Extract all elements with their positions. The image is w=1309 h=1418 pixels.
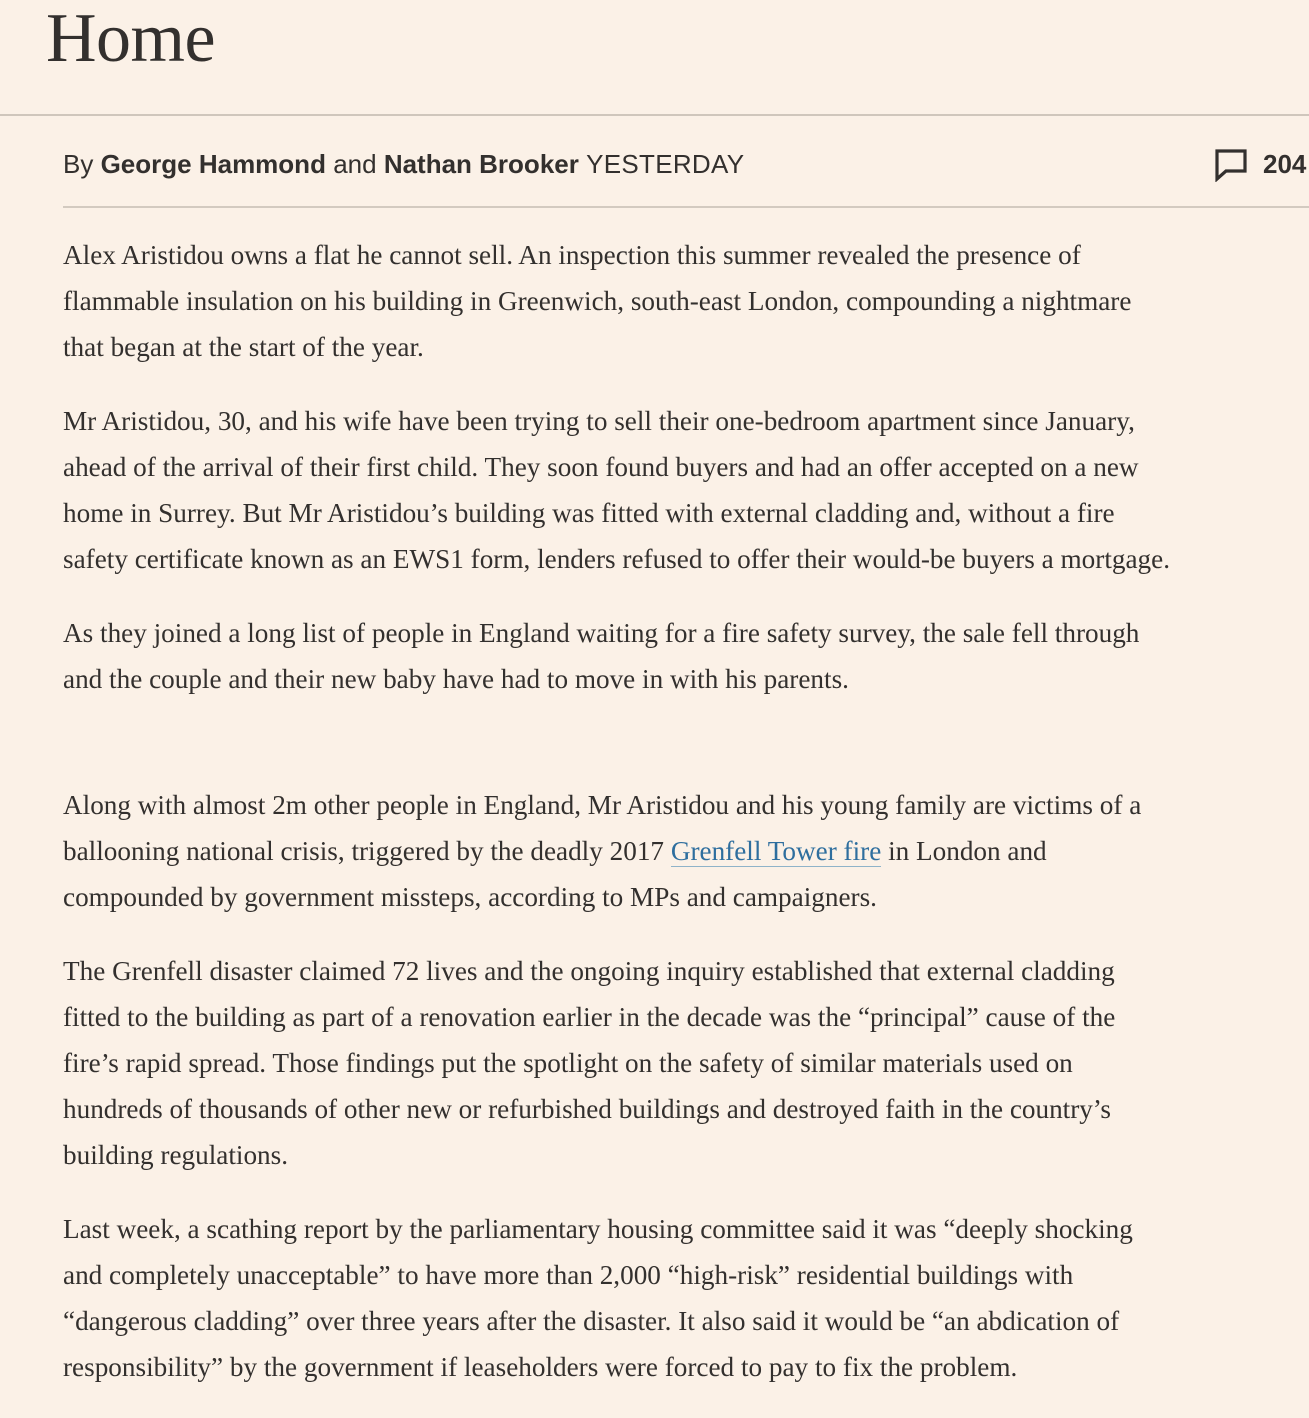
speech-bubble-icon [1213,146,1249,182]
text-line: fire’s rapid spread. Those findings put the spotlight on the safety of similar materials used on [63,1048,1073,1078]
text-line: The Grenfell disaster claimed 72 lives and the ongoing inquiry established that external cladding [63,956,1115,986]
text-line: that began at the start of the year. [63,332,424,362]
text-line: flammable insulation on his building in Greenwich, south-east London, compounding a nightmare [63,286,1132,316]
text-line: Alex Aristidou owns a flat he cannot sell. An inspection this summer revealed the presence of [63,240,1081,270]
author-link-nathan-brooker[interactable]: Nathan Brooker [383,149,579,179]
text-line: hundreds of thousands of other new or refurbished buildings and destroyed faith in the country’s [63,1094,1112,1124]
byline [63,140,1309,188]
comments-count: 204 [1263,149,1307,179]
paragraph-3 [63,610,1309,702]
byline-divider [63,206,1309,208]
publish-time: YESTERDAY [586,149,745,179]
text-segment: ballooning national crisis, triggered by the deadly 2017 [63,836,671,866]
paragraph-6 [63,1206,1309,1390]
text-line: safety certificate known as an EWS1 form, lenders refused to offer their would-be buyers a mortgage. [63,544,1170,574]
text-line: and completely unacceptable” to have more than 2,000 “high-risk” residential buildings with [63,1260,1074,1290]
text-line [63,828,1309,874]
text-line: Mr Aristidou, 30, and his wife have been trying to sell their one-bedroom apartment since January, [63,406,1135,436]
page-header [0,0,1309,116]
text-line: home in Surrey. But Mr Aristidou’s building was fitted with external cladding and, without a fire [63,498,1115,528]
paragraph-2 [63,398,1309,582]
text-line: As they joined a long list of people in England waiting for a fire safety survey, the sale fell through [63,618,1140,648]
text-line: compounded by government missteps, according to MPs and campaigners. [63,882,877,912]
text-line: ahead of the arrival of their first child. They soon found buyers and had an offer accepted on a new [63,452,1139,482]
paragraph-1 [63,232,1309,370]
text-line: and the couple and their new baby have had to move in with his parents. [63,664,849,694]
paragraph-5 [63,948,1309,1178]
text-line: fitted to the building as part of a renovation earlier in the decade was the “principal” cause of the [63,1002,1116,1032]
article-body [63,232,1309,1418]
text-segment: in London and [881,836,1047,866]
text-line: Along with almost 2m other people in England, Mr Aristidou and his young family are victims of a [63,790,1142,820]
grenfell-tower-fire-link[interactable]: Grenfell Tower fire [670,836,882,866]
text-line: responsibility” by the government if leaseholders were forced to pay to fix the problem. [63,1352,1018,1382]
page-title: Home [46,0,216,77]
text-line: “dangerous cladding” over three years after the disaster. It also said it would be “an abdication of [63,1306,1120,1336]
text-line: building regulations. [63,1140,289,1170]
paragraph-4 [63,782,1309,920]
byline-conjunction: and [333,149,377,179]
text-line: Last week, a scathing report by the parliamentary housing committee said it was “deeply shocking [63,1214,1133,1244]
author-link-george-hammond[interactable]: George Hammond [100,149,326,179]
comments-button[interactable] [1213,140,1306,188]
byline-prefix: By [63,149,94,179]
